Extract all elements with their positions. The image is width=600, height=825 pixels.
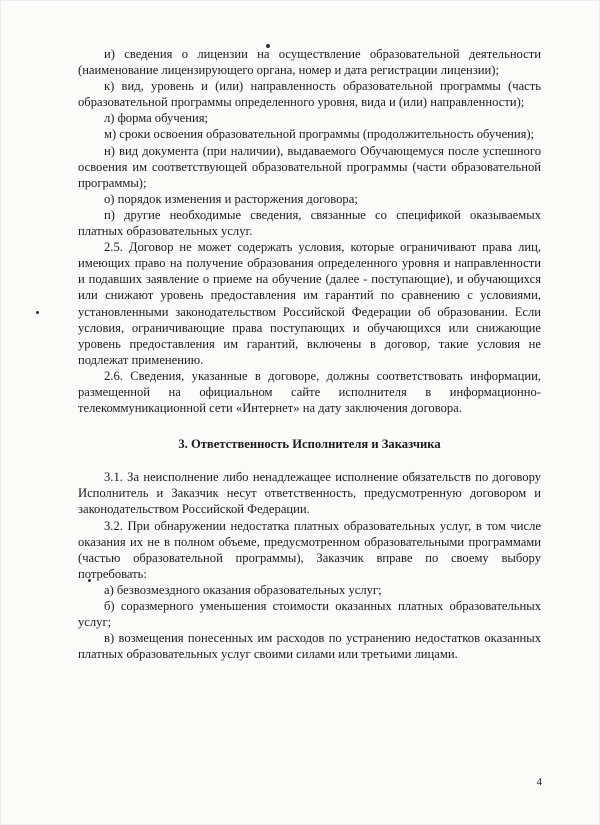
list-item-i: и) сведения о лицензии на осуществление образовательной деятельности (наименование лицензирующего органа, номер и дата регистрации лицензии);	[78, 47, 541, 78]
list-item-v: в) возмещения понесенных им расходов по устранению недостатков оказанных платных образовательных услуг своими силами или третьими лицами.	[78, 631, 541, 662]
list-item-p: п) другие необходимые сведения, связанные со спецификой оказываемых платных образовательных услуг.	[78, 207, 541, 239]
page-number: 4	[536, 776, 542, 788]
list-item-o: о) порядок изменения и расторжения договора;	[104, 191, 358, 206]
clause-2-5: 2.5. Договор не может содержать условия, которые ограничивают права лиц, имеющих право на получение образования определенного уровня и направленности и подавших заявление о приеме на обучение (далее - поступающие), и обучающихся или снижают уровень предоставления им гарантий по сравнению с условиями, установленными законодательством Российской Федерации об образовании. Если условия, ограничивающие права поступающих и обучающихся или снижающие уровень предоставления им гарантий, включены в договор, такие условия не подлежат применению.	[78, 240, 541, 367]
list-item-b: б) соразмерного уменьшения стоимости оказанных платных образовательных услуг;	[78, 599, 541, 630]
list-item-l: л) форма обучения;	[104, 111, 209, 126]
document-body	[78, 46, 541, 662]
list-item-a: а) безвозмездного оказания образовательных услуг;	[104, 582, 382, 597]
section-heading: 3. Ответственность Исполнителя и Заказчика	[178, 437, 441, 452]
clause-3-1: 3.1. За неисполнение либо ненадлежащее исполнение обязательств по договору Исполнитель и Заказчик несут ответственность, предусмотренную договором и законодательством Российской Федерации.	[78, 470, 541, 517]
clause-2-6: 2.6. Сведения, указанные в договоре, должны соответствовать информации, размещенной на официальном сайте исполнителя в информационно-телекоммуникационной сети «Интернет» на дату заключения договора.	[78, 368, 541, 416]
list-item-n: н) вид документа (при наличии), выдаваемого Обучающемуся после успешного освоения им соответствующей образовательной программы (части образовательной программы);	[78, 143, 541, 190]
list-item-k: к) вид, уровень и (или) направленность образовательной программы (часть образовательной программы определенного уровня, вида и (или) направленности);	[78, 79, 541, 110]
list-item-m: м) сроки освоения образовательной программы (продолжительность обучения);	[104, 127, 535, 142]
clause-3-2: 3.2. При обнаружении недостатка платных образовательных услуг, в том числе оказания их не в полном объеме, предусмотренном образовательными программами (частью образовательной программы), Заказчик вправе по своему выбору потребовать:	[78, 518, 541, 581]
scan-speck	[36, 311, 39, 314]
